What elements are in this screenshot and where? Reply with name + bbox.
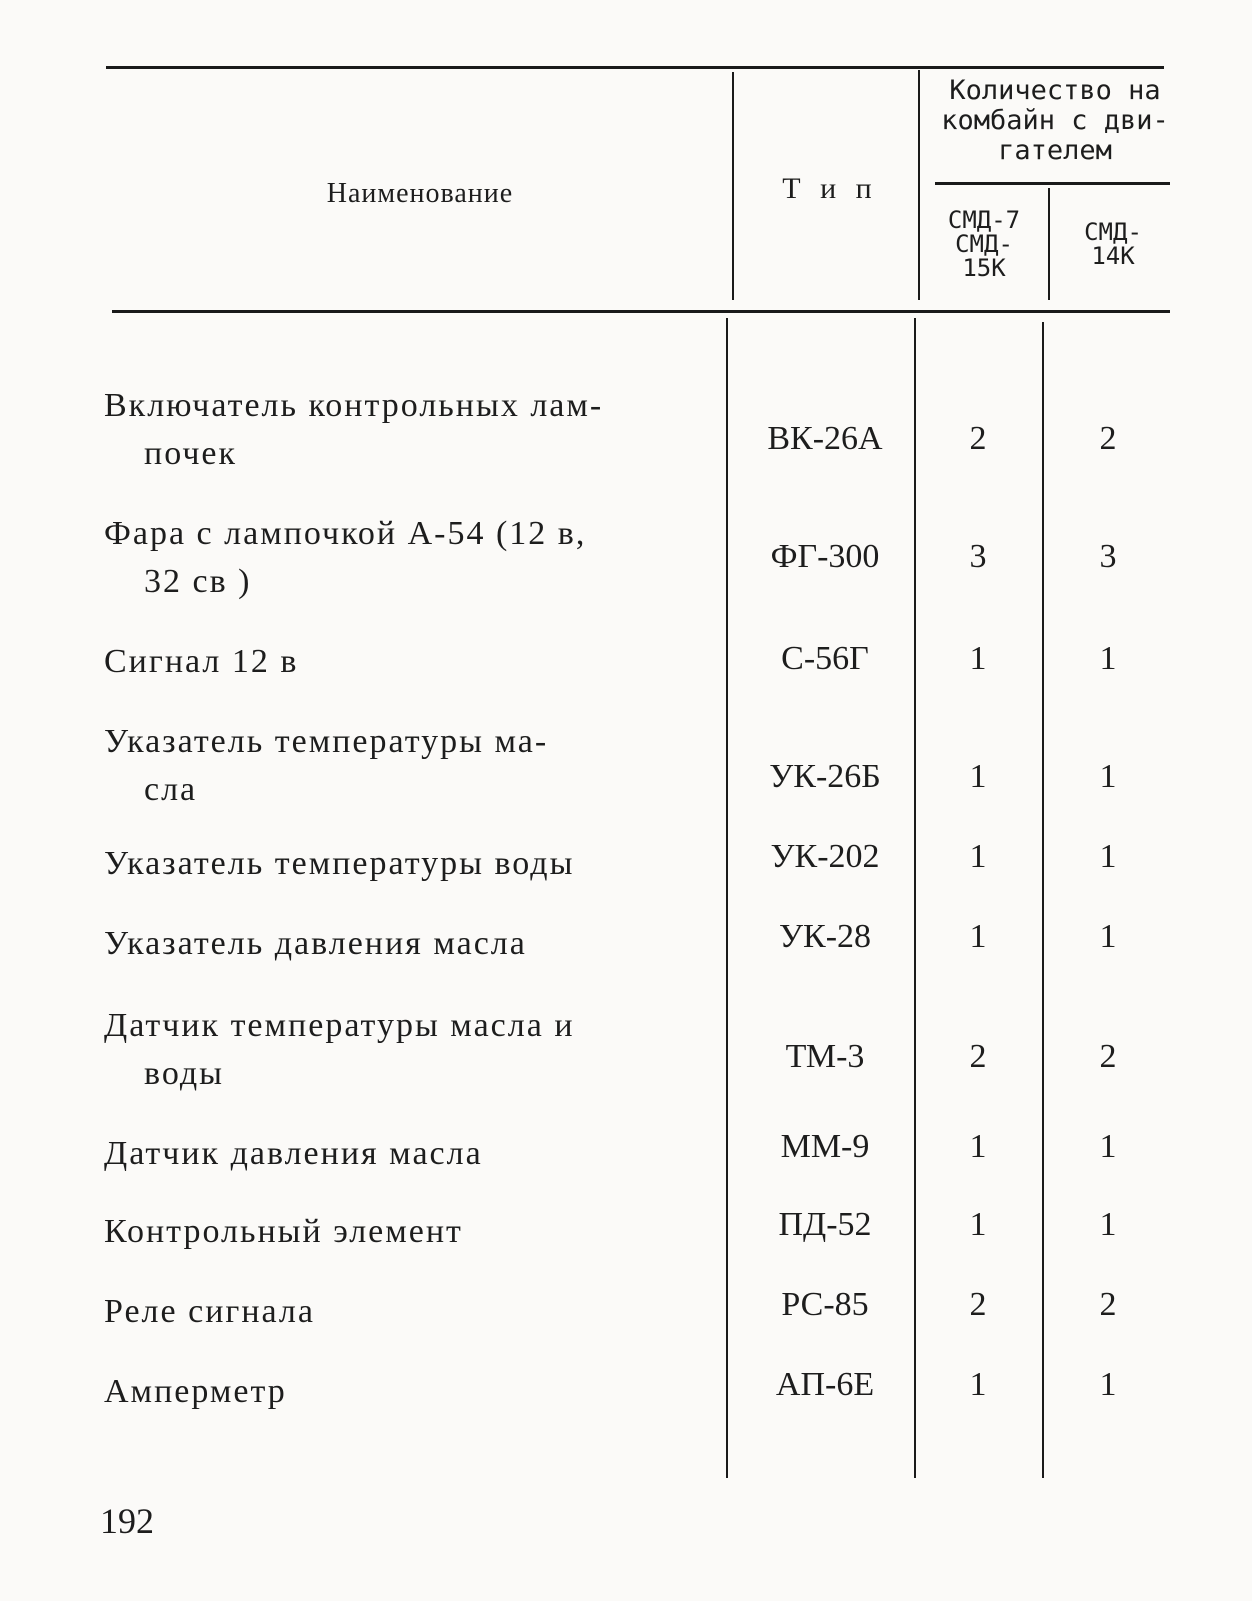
column-header-type: Т и п	[782, 172, 878, 205]
table-row-qty-engine-1: 2	[969, 1286, 987, 1323]
table-row-name	[104, 1288, 714, 1336]
body-divider-engines	[1042, 322, 1044, 1478]
table-row-qty-engine-2: 3	[1099, 538, 1117, 575]
table-row-qty-engine-1: 1	[969, 1206, 987, 1243]
table-row-qty-engine-2: 2	[1099, 1286, 1117, 1323]
table-row-type: ПД-52	[778, 1206, 872, 1243]
column-header-engine-2	[1052, 220, 1174, 268]
row-name-line1: Реле сигнала	[104, 1293, 315, 1330]
engine-2-line1: СМД-	[1084, 218, 1142, 246]
table-row-name	[104, 382, 714, 478]
table-row-name	[104, 510, 714, 606]
row-name-line1: Датчик температуры масла и	[104, 1007, 575, 1044]
quantity-subheader-rule	[935, 182, 1170, 185]
header-divider-name-type	[732, 72, 734, 300]
table-row-qty-engine-1: 1	[969, 1366, 987, 1403]
column-header-quantity-line1: Количество на	[949, 75, 1161, 106]
header-divider-engines	[1048, 188, 1050, 300]
column-header-engine-1	[922, 208, 1046, 280]
table-row-qty-engine-2: 2	[1099, 1038, 1117, 1075]
row-name-line1: Контрольный элемент	[104, 1213, 463, 1250]
table-row-type: ТМ-3	[785, 1038, 865, 1075]
table-row-type: УК-28	[778, 918, 872, 955]
table-row-qty-engine-1: 3	[969, 538, 987, 575]
row-name-line2: 32 св )	[144, 563, 252, 600]
engine-2-line2: 14К	[1091, 242, 1135, 270]
row-name-line1: Указатель давления масла	[104, 925, 527, 962]
row-name-line2: сла	[144, 771, 198, 808]
table-row-qty-engine-2: 1	[1099, 1128, 1117, 1165]
page-number: 192	[100, 1501, 154, 1541]
table-row-qty-engine-1: 1	[969, 1128, 987, 1165]
table-row-name	[104, 920, 714, 968]
table-row-qty-engine-1: 1	[969, 758, 987, 795]
body-divider-name-type	[726, 318, 728, 1478]
table-row-qty-engine-2: 1	[1099, 838, 1117, 875]
table-row-name	[104, 1208, 714, 1256]
row-name-line1: Амперметр	[104, 1373, 287, 1410]
engine-1-line1: СМД-7	[947, 206, 1021, 234]
table-row-type: РС-85	[781, 1286, 869, 1323]
table-row-type: ВК-26А	[767, 420, 883, 457]
table-row-qty-engine-1: 1	[969, 918, 987, 955]
table-row-name	[104, 1002, 714, 1098]
row-name-line1: Указатель температуры ма-	[104, 723, 549, 760]
row-name-line2: воды	[144, 1055, 224, 1092]
table-row-name	[104, 718, 714, 814]
table-row-type: ФГ-300	[770, 538, 880, 575]
table-row-name	[104, 1130, 714, 1178]
table-row-qty-engine-2: 1	[1099, 918, 1117, 955]
engine-1-line2: СМД-	[955, 230, 1013, 258]
row-name-line2: почек	[144, 435, 238, 472]
table-row-qty-engine-1: 1	[969, 640, 987, 677]
table-row-qty-engine-2: 1	[1099, 1206, 1117, 1243]
table-row-type: УК-26Б	[769, 758, 881, 795]
table-row-qty-engine-1: 1	[969, 838, 987, 875]
body-divider-type-qty	[914, 318, 916, 1478]
table-row-qty-engine-1: 2	[969, 420, 987, 457]
table-row-type: УК-202	[770, 838, 880, 875]
table-top-rule	[106, 66, 1164, 69]
row-name-line1: Датчик давления масла	[104, 1135, 483, 1172]
header-bottom-rule	[112, 310, 1170, 313]
table-row-qty-engine-2: 1	[1099, 758, 1117, 795]
table-row-qty-engine-2: 1	[1099, 1366, 1117, 1403]
table-row-qty-engine-2: 1	[1099, 640, 1117, 677]
column-header-quantity-line3: гателем	[998, 135, 1112, 166]
table-row-qty-engine-2: 2	[1099, 420, 1117, 457]
row-name-line1: Сигнал 12 в	[104, 643, 299, 680]
column-header-quantity	[930, 76, 1180, 166]
column-header-name: Наименование	[326, 178, 514, 209]
table-row-type: ММ-9	[780, 1128, 870, 1165]
table-row-name	[104, 840, 714, 888]
table-row-type: АП-6Е	[775, 1366, 875, 1403]
table-row-qty-engine-1: 2	[969, 1038, 987, 1075]
engine-1-line3: 15К	[962, 254, 1006, 282]
column-header-quantity-line2: комбайн с дви-	[941, 105, 1169, 136]
table-row-name	[104, 638, 714, 686]
row-name-line1: Включатель контрольных лам-	[104, 387, 604, 424]
row-name-line1: Указатель температуры воды	[104, 845, 575, 882]
table-row-name	[104, 1368, 714, 1416]
row-name-line1: Фара с лампочкой А-54 (12 в,	[104, 515, 587, 552]
table-row-type: С-56Г	[781, 640, 869, 677]
